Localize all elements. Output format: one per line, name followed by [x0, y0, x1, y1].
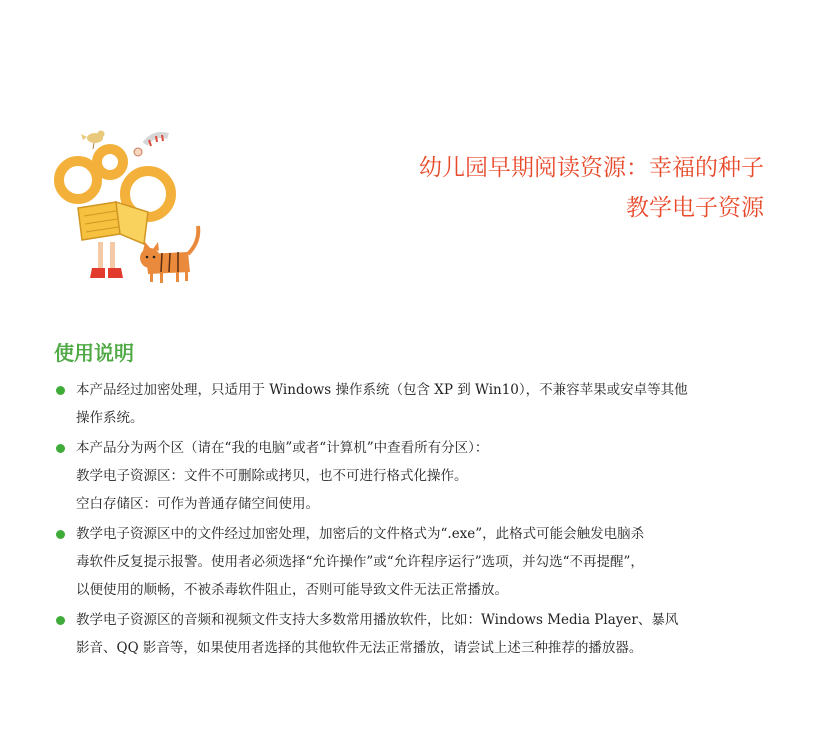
note-line: 教学电子资源区中的文件经过加密处理，加密后的文件格式为“.exe”，此格式可能会触发电脑杀 [76, 526, 645, 542]
note-line: 影音、QQ 影音等，如果使用者选择的其他软件无法正常播放，请尝试上述三种推荐的播放器。 [76, 640, 643, 656]
list-item [54, 434, 770, 518]
bird-icon [81, 131, 105, 150]
list-item [54, 520, 770, 604]
list-item [54, 376, 770, 432]
list-item [54, 606, 770, 662]
note-line: 毒软件反复提示报警。使用者必须选择“允许操作”或“允许程序运行”选项，并勾选“不再提醒”， [76, 554, 644, 570]
note-line: 本产品分为两个区（请在“我的电脑”或者“计算机”中查看所有分区）： [76, 440, 489, 456]
child-arm-icon [134, 135, 168, 156]
title-line-1: 幼儿园早期阅读资源：幸福的种子 [419, 155, 764, 181]
note-line: 以便使用的顺畅，不被杀毒软件阻止，否则可能导致文件无法正常播放。 [76, 582, 508, 598]
title-line-2: 教学电子资源 [626, 195, 764, 221]
usage-notes-list [54, 376, 770, 664]
bullet-icon [56, 530, 65, 539]
note-line: 教学电子资源区的音频和视频文件支持大多数常用播放软件，比如：Windows Media Player、暴风 [76, 612, 679, 628]
open-book-icon [78, 202, 148, 244]
cat-icon [140, 226, 198, 283]
child-legs-icon [90, 242, 123, 278]
note-line: 空白存储区：可作为普通存储空间使用。 [76, 496, 319, 512]
bullet-icon [56, 444, 65, 453]
bullet-icon [56, 616, 65, 625]
note-line: 操作系统。 [76, 410, 144, 426]
note-line: 教学电子资源区：文件不可删除或拷贝，也不可进行格式化操作。 [76, 468, 468, 484]
note-line: 本产品经过加密处理，只适用于 Windows 操作系统（包含 XP 到 Win10），不兼容苹果或安卓等其他 [76, 382, 688, 398]
reading-child-illustration [50, 122, 210, 292]
section-heading: 使用说明 [54, 341, 134, 365]
page-title [419, 148, 764, 228]
bullet-icon [56, 386, 65, 395]
